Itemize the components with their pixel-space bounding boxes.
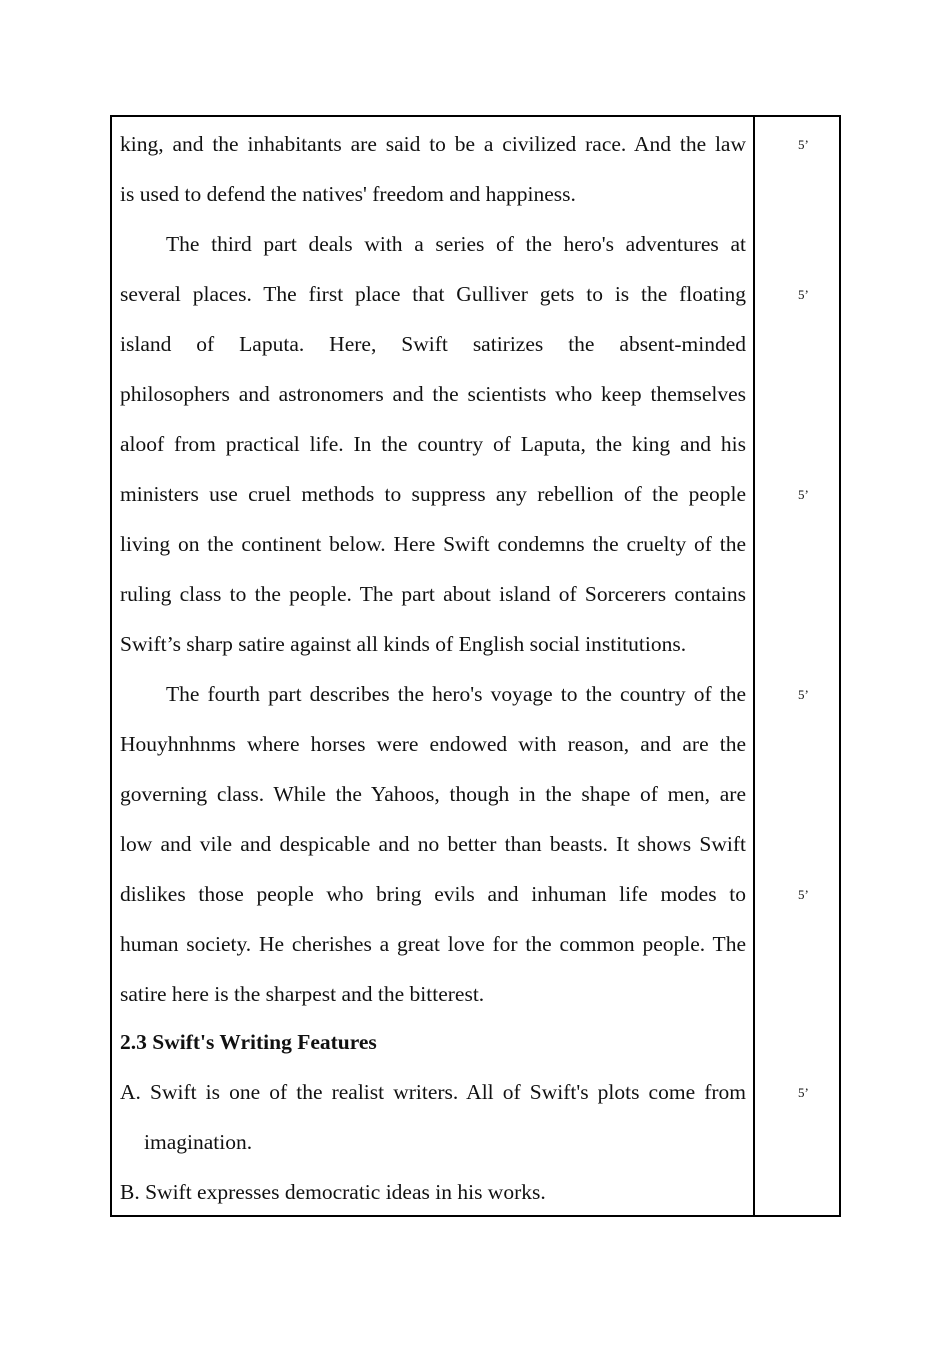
text-line: The third part deals with a series of the hero's adventures at xyxy=(166,232,746,256)
lesson-table xyxy=(110,115,841,1217)
text-line: dislikes those people who bring evils and inhuman life modes to xyxy=(120,882,746,906)
text-line: satire here is the sharpest and the bitterest. xyxy=(120,982,485,1006)
time-mark: 5’ xyxy=(798,887,809,902)
text-line: island of Laputa. Here, Swift satirizes the absent-minded xyxy=(120,332,746,356)
time-mark: 5’ xyxy=(798,287,809,302)
text-line: ruling class to the people. The part about island of Sorcerers contains xyxy=(120,582,746,606)
text-line: Houyhnhnms where horses were endowed with reason, and are the xyxy=(120,732,746,756)
column-divider xyxy=(753,117,755,1215)
text-line: low and vile and despicable and no better than beasts. It shows Swift xyxy=(120,832,746,856)
text-line: several places. The first place that Gulliver gets to is the floating xyxy=(120,282,746,306)
text-line: king, and the inhabitants are said to be a civilized race. And the law xyxy=(120,132,746,156)
list-item: B. Swift expresses democratic ideas in his works. xyxy=(120,1180,546,1204)
time-mark: 5’ xyxy=(798,1085,809,1100)
text-line: governing class. While the Yahoos, though in the shape of men, are xyxy=(120,782,746,806)
text-line: Swift’s sharp satire against all kinds of English social institutions. xyxy=(120,632,687,656)
content-column xyxy=(120,117,746,1215)
text-line: The fourth part describes the hero's voyage to the country of the xyxy=(166,682,746,706)
section-heading: 2.3 Swift's Writing Features xyxy=(120,1030,377,1054)
list-item: A. Swift is one of the realist writers. All of Swift's plots come from xyxy=(120,1080,746,1104)
text-line: human society. He cherishes a great love for the common people. The xyxy=(120,932,746,956)
text-line: ministers use cruel methods to suppress any rebellion of the people xyxy=(120,482,746,506)
list-item-continuation: imagination. xyxy=(144,1130,253,1154)
time-mark: 5’ xyxy=(798,687,809,702)
text-line: is used to defend the natives' freedom and happiness. xyxy=(120,182,576,206)
time-mark: 5’ xyxy=(798,487,809,502)
text-line: philosophers and astronomers and the scientists who keep themselves xyxy=(120,382,746,406)
text-line: aloof from practical life. In the country of Laputa, the king and his xyxy=(120,432,746,456)
text-line: living on the continent below. Here Swift condemns the cruelty of the xyxy=(120,532,746,556)
time-mark: 5’ xyxy=(798,137,809,152)
